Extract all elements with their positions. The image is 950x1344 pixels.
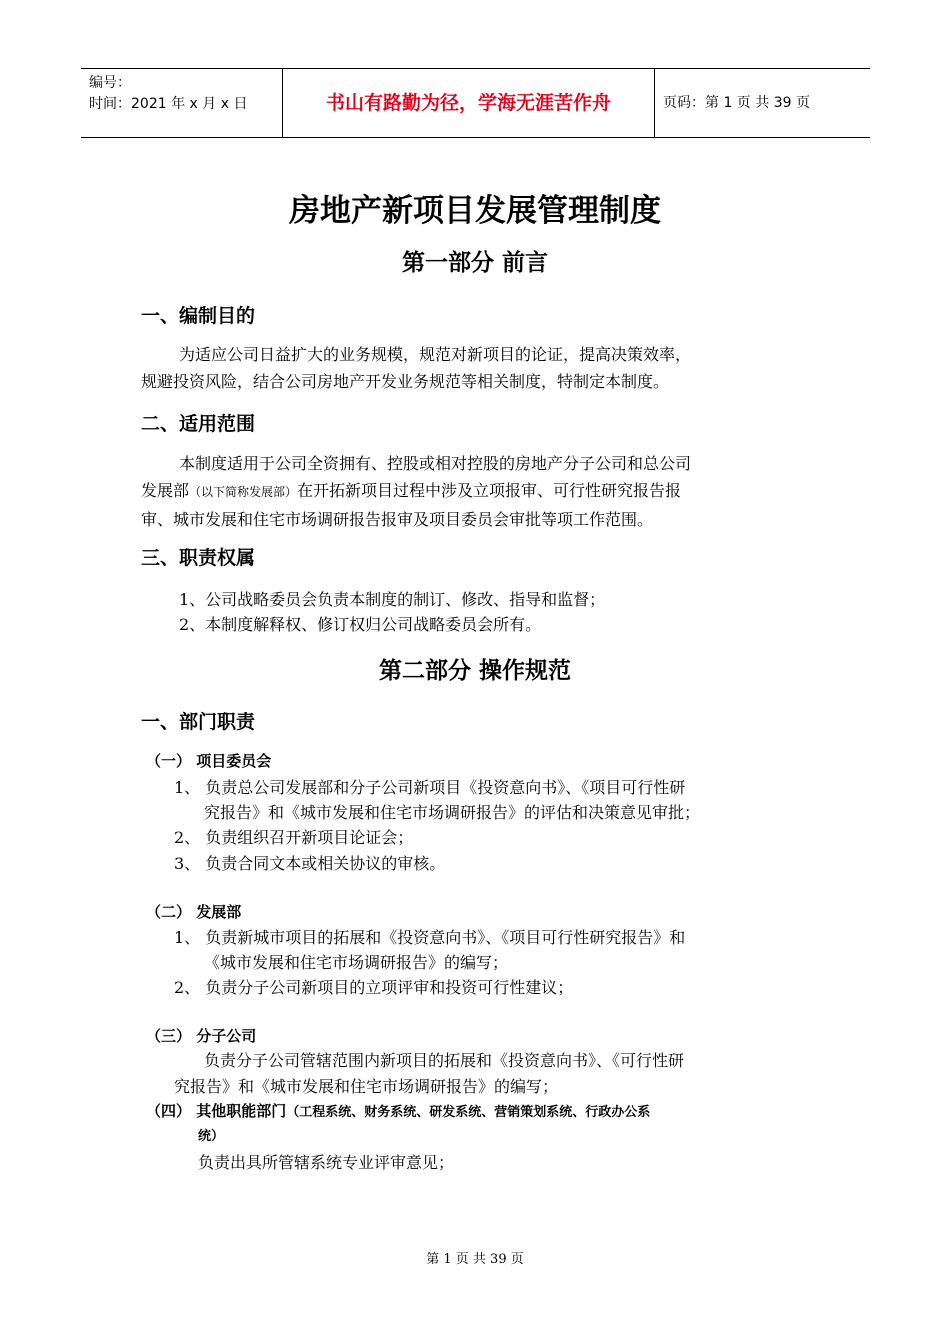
- number-label: 编号：: [89, 75, 131, 91]
- text-span: 发展部: [141, 481, 190, 500]
- page-footer: 第 1 页 共 39 页: [426, 1252, 524, 1267]
- list-item: 究报告》和《城市发展和住宅市场调研报告》的评估和决策意见审批；: [204, 803, 701, 822]
- document-header: [81, 68, 870, 138]
- text-line: 究报告》和《城市发展和住宅市场调研报告》的编写；: [174, 1077, 559, 1096]
- subsection-heading: [146, 1100, 650, 1121]
- text-line: 规避投资风险，结合公司房地产开发业务规范等相关制度，特制定本制度。: [141, 372, 670, 391]
- subsection-heading: （三） 分子公司: [146, 1027, 257, 1045]
- section-heading: 二、适用范围: [141, 413, 256, 435]
- text-line: 负责出具所管辖系统专业评审意见；: [198, 1153, 455, 1172]
- paragraph: [141, 341, 811, 395]
- subsection-heading: （二） 发展部: [146, 903, 242, 921]
- text-line: [141, 477, 811, 506]
- list-item: 2、 负责分子公司新项目的立项评审和投资可行性建议；: [174, 978, 574, 997]
- heading-text: （四） 其他职能部门: [146, 1102, 287, 1120]
- header-divider: [654, 69, 655, 137]
- header-motto: 书山有路勤为径，学海无涯苦作舟: [325, 92, 611, 114]
- subsection-heading: （一） 项目委员会: [146, 752, 272, 770]
- date-label: 时间：2021 年 x 月 x 日: [89, 96, 248, 112]
- section-heading: 一、编制目的: [141, 305, 256, 327]
- text-line: 为适应公司日益扩大的业务规模，规范对新项目的论证，提高决策效率，: [179, 345, 692, 364]
- heading-note: （工程系统、财务系统、研发系统、营销策划系统、行政办公系: [286, 1105, 651, 1120]
- list-item: 1、 负责新城市项目的拓展和《投资意向书》、《项目可行性研究报告》和: [174, 928, 686, 947]
- header-page-info: 页码：第 1 页 共 39 页: [663, 95, 810, 111]
- heading-note: [198, 1125, 224, 1144]
- list-item: 《城市发展和住宅市场调研报告》的编写；: [204, 953, 509, 972]
- text-span: （以下简称发展部）: [189, 485, 298, 499]
- list-item: 1、公司战略委员会负责本制度的制订、修改、指导和监督；: [179, 590, 606, 609]
- header-meta: [89, 73, 281, 115]
- list-item: 2、 负责组织召开新项目论证会；: [174, 828, 414, 847]
- section-heading: 一、部门职责: [141, 711, 256, 733]
- heading-note-text: 统）: [198, 1129, 225, 1144]
- text-span: 在开拓新项目过程中涉及立项报审、可行性研究报告报: [297, 481, 682, 500]
- text-line: 本制度适用于公司全资拥有、控股或相对控股的房地产分子公司和总公司: [179, 454, 692, 473]
- part1-heading: 第一部分 前言: [401, 250, 548, 276]
- text-line: 审、城市发展和住宅市场调研报告报审及项目委员会审批等项工作范围。: [141, 510, 654, 529]
- part2-heading: 第二部分 操作规范: [378, 658, 571, 684]
- text-line: 负责分子公司管辖范围内新项目的拓展和《投资意向书》、《可行性研: [204, 1051, 685, 1070]
- paragraph: [141, 450, 811, 533]
- list-item: 3、 负责合同文本或相关协议的审核。: [174, 854, 446, 873]
- document-title: 房地产新项目发展管理制度: [289, 193, 661, 229]
- section-heading: 三、职责权属: [141, 547, 256, 569]
- list-item: 2、本制度解释权、修订权归公司战略委员会所有。: [179, 615, 542, 634]
- list-item: 1、 负责总公司发展部和分子公司新项目《投资意向书》、《项目可行性研: [174, 778, 686, 797]
